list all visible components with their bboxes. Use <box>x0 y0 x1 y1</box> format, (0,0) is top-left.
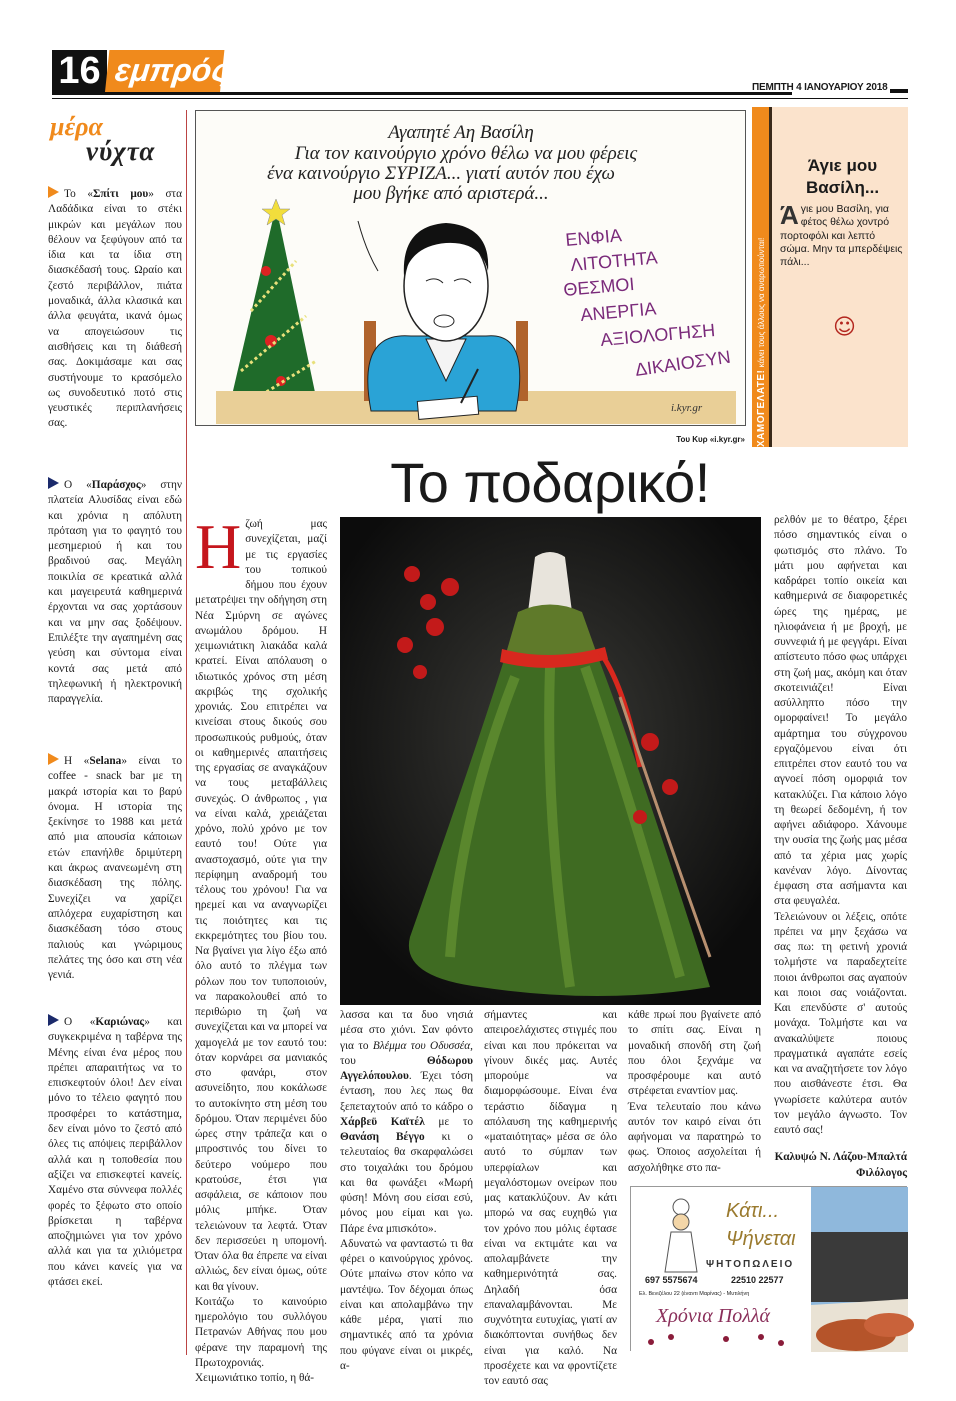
venue-name: Παράσχος <box>91 479 141 491</box>
cartoon-list-item: ΑΝΕΡΓΙΑ <box>579 298 657 325</box>
sidebar-text: Άγιε μου Βασίλη, για φέτος θέλω χοντρό πορτοφόλι και λεπτό σώμα. Μην τα μπερδέψεις πάλι... <box>780 200 903 269</box>
cartoon-caption-line: Αγαπητέ Αη Βασίλη <box>388 122 534 143</box>
article-column <box>195 511 327 1384</box>
bullet-triangle-icon <box>48 186 59 198</box>
article-paragraph: σήμαντες και απειροελάχιστες στιγμές που είναι και που πρόκειται να γίνουν δικές μας. Αυτές μπορούμε να διαμορφώσουμε. Είναι ένα τεράστιο δίδαγμα η απόλαυση της καθημερινής «ματαιότητας» μέσα σε όλο αυτό το σύμπαν των υπερφίαλων και μεγαλόστομων ονείρων που μας κατακλύζουν. Αν κάτι μπορώ να σας ευχηθώ για τον χρόνο που μόλις έφτασε είναι να εκτιμάτε και να απολαμβάνετε την καθημερινότητά σας. Δηλαδή όσα επαναλαμβάνονται. Με συχνότητα ευτυχίας, γιατί αν διακόπτονται συνήθως δεν είναι για καλό. Να προσέχετε και να φροντίζετε τον εαυτό σας <box>484 1009 617 1387</box>
smiley-icon: ☺ <box>833 315 856 340</box>
article-column <box>340 1008 474 1372</box>
venue-item: Ο «Παράσχος» στην πλατεία Αλυσίδας είναι εδώ και χρόνια η απόλυτη πρόταση για το φαγητό του μεσημεριού ή και του βραδινού σας. Μεγάλη ποικιλία σε κρεατικά αλλά και μαγειρευτά καθημερινά έρχονται να σας χορτάσουν και να μην σας ξοδέψουν. Επιλέξτε την αγαπημένη σας γεύση και σύντομα είναι κοντά σας μετά από τηλεφωνική ή ηλεκτρονική παραγγελία. <box>48 479 182 706</box>
newspaper-brand: εμπρός <box>105 50 224 92</box>
header-bar <box>890 89 908 93</box>
political-cartoon <box>195 110 746 426</box>
header-rule-thin <box>52 98 908 99</box>
ad-business-type: ΨΗΤΟΠΩΛΕΙΟ <box>706 1259 795 1270</box>
cartoonist-signature: i.kyr.gr <box>671 402 703 414</box>
cartoon-list-item: ΘΕΣΜΟΙ <box>562 273 636 300</box>
header-rule <box>52 92 792 95</box>
author-name: Καλυψώ Ν. Λάζου-Μπαλτά <box>774 1151 907 1163</box>
ad-address: Ελ. Βενιζέλου 22 (έναντι Μαρίνας) - Μυτιλήνη <box>639 1291 750 1297</box>
cartoon-list-item: ΛΙΤΟΤΗΤΑ <box>569 247 659 275</box>
section-logo-night: νύχτα <box>86 136 156 166</box>
ad-name-line2: Ψήνεται <box>726 1228 796 1250</box>
christmas-tree-icon <box>226 199 321 421</box>
article-paragraph: λασσα και τα δυο νησιά μέσα στο χιόνι. Σαν φόντο για το Βλέμμα του Οδυσσέα, του Θόδωρου Αγγελόπουλου. Έχει τόση ένταση, που λες πως θα ξεπεταχτούν από το κάδρο ο Χάρβεϋ Καϊτέλ με το Θανάση Βέγγο κι ο τελευταίος θα σκαρφαλώσει στο τοιχαλάκι του δρόμου και θα φωνάξει «Μωρή φύση! Μόνη σου είσαι εσύ, μόνος μου είμαι και γω. Πάρε ένα μπισκότο». <box>340 1009 474 1235</box>
venue-name: Σπίτι μου <box>92 188 149 200</box>
column-divider <box>186 110 187 1355</box>
person-name: Χάρβεϋ Καϊτέλ <box>340 1115 425 1128</box>
cartoon-caption-line: Για τον καινούργιο χρόνο θέλω να μου φέρεις <box>294 143 638 164</box>
article-paragraph: Τελειώνουν οι λέξεις, οπότε πρέπει να μην ξεχάσω να σας πω: τη φετινή χρονιά τολμήστε να παραδεχτείτε ποιοι άνθρωποι σας αγαπούν και ποιοι σας νοιάζονται. Και επενδύστε σ' αυτούς μονάχα. Τολμήστε και να ανακαλύψετε ποιους πραγματικά αγαπάτε εσείς και να αναζητήσετε τον λόγο που αισθάνεστε έτσι. Θα γνωρίσετε καλύτερα αυτόν τον μεγάλο άγνωστο. Τον εαυτό σας! <box>774 910 907 1136</box>
article-column <box>628 1008 761 1178</box>
christmas-dress-photo <box>340 517 761 1005</box>
sidebar-dropcap: Ά <box>780 200 799 230</box>
issue-date: ΠΕΜΠΤΗ 4 ΙΑΝΟΥΑΡΙΟΥ 2018 <box>752 82 888 93</box>
cartoon-caption-line: ένα καινούργιο ΣΥΡΙΖΑ... γιατί αυτόν που έχω <box>267 163 615 184</box>
bullet-triangle-icon <box>48 477 59 489</box>
article-paragraph: Κοιτάζω το καινούριο ημερολόγιο του συλλόγου Πετρανών Αθήνας που μου φέρανε την παραμονή της Πρωτοχρονιάς. Χειμωνιάτικο τοπίο, η θά- <box>195 1295 327 1384</box>
bullet-triangle-icon <box>48 1014 59 1026</box>
cartoon-list-item: ΔΙΚΑΙΟΣΥΝ <box>633 346 732 380</box>
article-paragraph: Ένα τελευταίο που κάνω αυτόν τον καιρό είναι ότι αφήνομαι να παρατηρώ το φως. Όποιος ασχολείται ή ασχολήθηκε στο πα- <box>628 1100 761 1174</box>
restaurant-advertisement <box>630 1186 907 1351</box>
ad-greeting: Χρόνια Πολλά <box>656 1305 771 1327</box>
ad-phone: 22510 22577 <box>731 1275 784 1285</box>
venue-item: Ο «Καριώνας» και συγκεκριμένα η ταβέρνα της Μένης είναι ένα μέρος που πρέπει απαραιτήτως να το επισκεφτούν όλοι! Δεν είναι μόνο το τέλειο φαγητό που προσφέρει το κατάστημα, δεν είναι μόνο το ζεστό από όλες τις απόψεις περιβάλλον αλλά και η τοποθεσία που αξίζει να επισκεφτεί κανείς. Χαμένο στα σύννεφα πολλές φορές το ξέφωτο στο οποίο βρίσκεται η ταβέρνα αποζημιώνει για τον χρόνο αλλά και για τα χιλιόμετρα που κάνει κανείς για να φτάσει εκεί. <box>48 1016 182 1289</box>
cartoon-caption-line: μου βγήκε από αριστερά... <box>353 183 549 204</box>
strip-subtitle: κάνει τους άλλους να αναρωτιούνται! <box>757 237 766 368</box>
page-number: 16 <box>52 50 107 92</box>
venue-item: Το «Σπίτι μου» στα Λαδάδικα είναι το στέκι μικρών και μεγάλων που θέλουν να ξεφύγουν από τα ίδια και τα ίδια στη διασκέδασή τους. Ωραίο και ζεστό περιβάλλον, πιάτα μοναδικά, άλλα κλασικά και άλλα φευγάτα, ικανά όμως να απογειώσουν τις αισθήσεις και τη διάθεσή σας. Δοκιμάσαμε και σας συστήνουμε το κρασόμελο ως συνοδευτικό ποτό στις γευστικές περιπλανήσεις σας. <box>48 188 183 430</box>
article-column <box>774 513 907 1153</box>
article-paragraph: κάθε πρωί που βγαίνετε από το σπίτι σας. Είναι η μοναδική σπονδή στη ζωή που όλοι ξεχνάμε να προσφέρουμε και αυτό στρέφεται εναντίον μας. <box>628 1009 761 1098</box>
author-signature <box>774 1150 907 1181</box>
film-title: Βλέμμα του Οδυσσέα <box>372 1039 471 1052</box>
person-name: Θανάση Βέγγο <box>340 1131 425 1143</box>
article-paragraph: ρελθόν με το θέατρο, ξέρει πόσο σημαντικός είναι ο φωτισμός στο πλάνο. Το μάτι μου αφήνεται και καδράρει τοπίο οικεία και καθημερινά σε διαφορετικές ώρες της ημέρας, με ηλιοφάνεια ή με βροχή, με συννεφιά ή με φεγγάρι. Είναι απίστευτο πόσο φως υπάρχει στη ζωή μας, ακόμη και όταν σκοτεινιάζει! Είναι ασύλληπτο πόσο την ομορφαίνει! Το μεγάλο αμάρτημα του σύγχρονου εργαζόμενου είναι ότι επιτρέπει στον εαυτό του να αγνοεί πόση ομορφιά τον κατακλύζει. Για κάποιο λόγο τη θεωρεί δεδομένη, ή τον αφήνει αδιάφορο. Χάνουμε την ουσία της ζωής μας μέσα από τα χέρια μας χωρίς κανέναν λόγο. Δίνοντας έμφαση στα ασήμαντα και στα φευγαλέα. <box>774 514 907 908</box>
ad-name-line1: Κάτι... <box>726 1200 780 1222</box>
sidebar-strip <box>752 107 772 447</box>
article-headline: Το ποδαρικό! <box>390 451 710 514</box>
ad-mobile: 697 5575674 <box>645 1275 698 1285</box>
sidebar-title: Άγιε μου Βασίλη... <box>805 156 880 197</box>
venue-name: Καριώνας <box>95 1016 145 1028</box>
cartoon-figure <box>364 223 528 419</box>
venue-name: Selana <box>89 755 122 767</box>
person-name: Θόδωρου Αγγελόπουλου <box>340 1054 473 1082</box>
strip-title: ΧΑΜΟΓΕΛΑΤΕ! <box>756 369 767 447</box>
article-column <box>484 1008 617 1387</box>
cartoon-credit: Του Κυρ «i.kyr.gr» <box>676 435 745 444</box>
bullet-triangle-icon <box>48 753 59 765</box>
cartoon-list-item: ΕΝΦΙΑ <box>564 225 623 250</box>
author-role: Φιλόλογος <box>856 1166 907 1179</box>
article-dropcap: Η <box>195 511 242 582</box>
section-logo-day: μέρα <box>50 112 103 141</box>
article-paragraph: ζωή μας συνεχίζεται, μαζί με τις εργασίες του τοπικού δήμου που έχουν μετατρέψει την οδήγηση στη Νέα Σμύρνη σε αγώνες ανωμάλου δρόμου. Η χειμωνιάτικη λιακάδα καλά κρατεί. Είναι απόλαυση ο ιδιωτικός χρόνος στη μέση ακριβώς της σχολικής χρονιάς. Σου επιτρέπει να κινείσαι στους δικούς σου προσωπικούς ρυθμούς, όταν οι καθημερινές απαιτήσεις της εργασίας σε αναγκάζουν να τους μεταβάλλεις συνεχώς. Ο άνθρωπος , για να είναι καλά, χρειάζεται χρόνο, πολύ χρόνο με τον εαυτό του! Ούτε για αναστοχασμό, ούτε για την περίφημη αναδρομή του τέλους του χρόνου! Για να ηρεμεί και να αναγνωρίζει τις ποιότητες και τις εκκρεμότητες του βίου του. Να βγαίνει για λίγο έξω από όλο αυτό το πλέγμα των ρόλων που τον τυποποιούν, να παρακολουθεί από το περιθώριο τη ζωή να συνεχίζεται και να μπορεί να χαμογελά με τον εαυτό του: όταν κορνάρει σα μανιακός στο φανάρι, στον ασυνείδητο, που κοκάλωσε το αυτοκίνητο στη μέση του δρόμου. Όταν περιμένει δύο ώρες στην τράπεζα και ο μπροστινός του δίνει το δεύτερο νούμερο που κρατούσε, έτσι για ασφάλεια, σε κάποιον που μόλις μπήκε. Όταν τελειώνουν τα λεφτά. Όταν δεν περισσεύει η υπομονή. Όταν όλα θα έπρεπε να είναι αλλιώς, δεν είναι όμως, ούτε και θα γίνουν. <box>195 518 327 1293</box>
venue-item: Η «Selana» είναι το coffee - snack bar με τη μακρά ιστορία και το βαρύ όνομα. Η ιστορία της ξεκίνησε το 1988 και μετά από μια απουσία κάποιων ετών επανήλθε δριμύτερη και άκρως ανανεωμένη στη διασκέδαση της πόλης. Συνεχίζει να χαρίζει απλόχερα ευχαρίστηση και διασκέδαση τόσο στους παλιούς και γνώριμους πελάτες της όσο και στη νέα γενιά. <box>48 755 182 982</box>
cartoon-list-item: ΑΞΙΟΛΟΓΗΣΗ <box>599 320 716 350</box>
article-paragraph: Αδυνατώ να φανταστώ τι θα φέρει ο καινούργιος χρόνος. Ούτε μπαίνω στον κόπο να μαντέψω. Τον δέχομαι όπως είναι και απολαμβάνω την κάθε μέρα, γιατί πιο σημαντικές από τα χρόνια που φύγανε είναι οι μικρές, α- <box>340 1237 473 1372</box>
